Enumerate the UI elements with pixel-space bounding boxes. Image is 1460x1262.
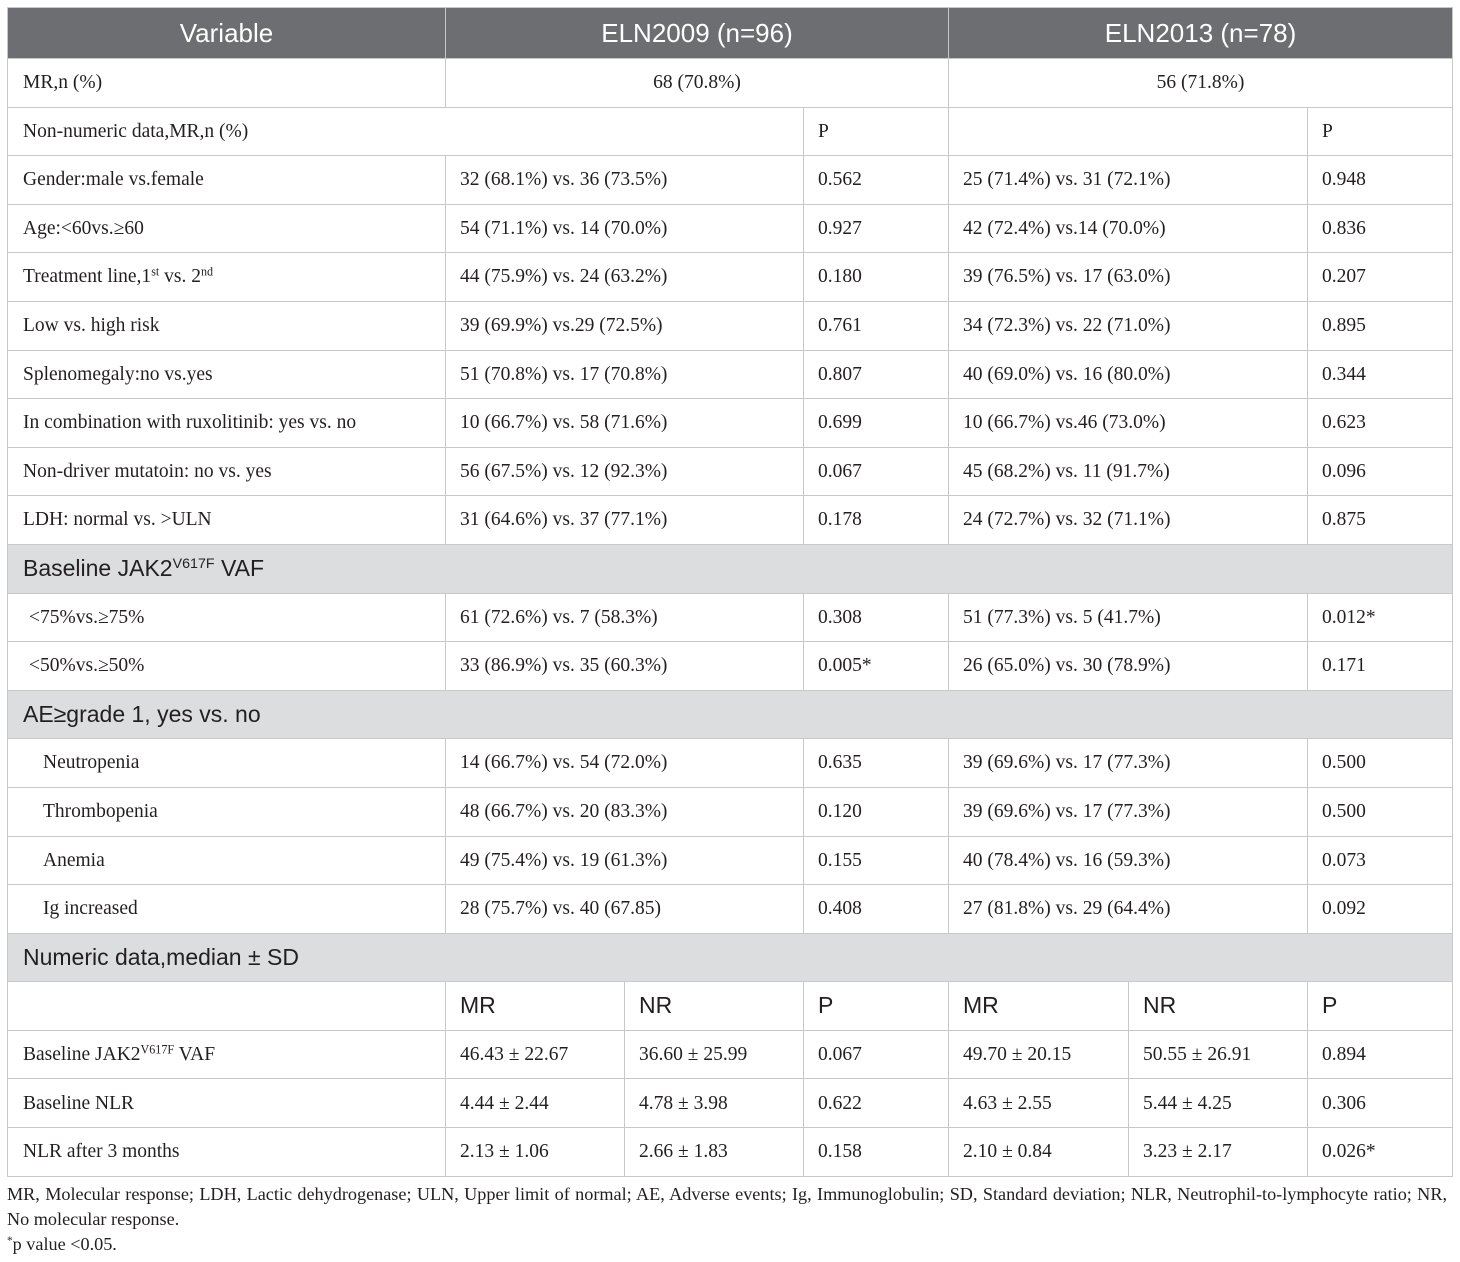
section-header-row	[8, 933, 1453, 982]
nr-eln2009-value: 36.60 ± 25.99	[625, 1030, 804, 1079]
eln2009-value: 48 (66.7%) vs. 20 (83.3%)	[446, 787, 804, 836]
table-row	[8, 787, 1453, 836]
eln2013-p-value: 0.073	[1308, 836, 1453, 885]
section-header-row	[8, 690, 1453, 739]
row-label: Age:<60vs.≥60	[8, 204, 446, 253]
mr-eln2013-value: 49.70 ± 20.15	[949, 1030, 1129, 1079]
eln2013-value: 24 (72.7%) vs. 32 (71.1%)	[949, 496, 1308, 545]
section-title-text: VAF	[214, 555, 265, 582]
eln2013-p-value: 0.623	[1308, 399, 1453, 448]
table-row	[8, 642, 1453, 691]
table-row	[8, 399, 1453, 448]
eln2009-p-value: 0.158	[804, 1128, 949, 1177]
table-row	[8, 593, 1453, 642]
row-label: In combination with ruxolitinib: yes vs. no	[8, 399, 446, 448]
row-label	[8, 1030, 446, 1079]
row-label: Baseline NLR	[8, 1079, 446, 1128]
row-label: Ig increased	[8, 885, 446, 934]
eln2009-p-value: 0.927	[804, 204, 949, 253]
eln2009-p-value: 0.807	[804, 350, 949, 399]
eln2013-p-value: 0.306	[1308, 1079, 1453, 1128]
row-label: <50%vs.≥50%	[8, 642, 446, 691]
eln2009-mr-value: 68 (70.8%)	[446, 59, 949, 108]
label-superscript: V617F	[140, 1042, 175, 1057]
nr-eln2013-value: 5.44 ± 4.25	[1129, 1079, 1308, 1128]
label-text: vs. 2	[159, 266, 201, 288]
row-label: Non-numeric data,MR,n (%)	[8, 107, 804, 156]
eln2009-p-value: 0.067	[804, 1030, 949, 1079]
table-row	[8, 301, 1453, 350]
significance-marker: *	[7, 1234, 13, 1247]
table-row	[8, 885, 1453, 934]
eln2013-p-value: 0.012*	[1308, 593, 1453, 642]
row-label: LDH: normal vs. >ULN	[8, 496, 446, 545]
table-header-row	[8, 8, 1453, 59]
eln2009-p-value: 0.562	[804, 156, 949, 205]
section-title-adverse-events: AE≥grade 1, yes vs. no	[8, 690, 1453, 739]
section-header-row	[8, 544, 1453, 593]
mr-row	[8, 59, 1453, 108]
mr-eln2009-value: 4.44 ± 2.44	[446, 1079, 625, 1128]
row-label: <75%vs.≥75%	[8, 593, 446, 642]
section-title-text: Baseline JAK2	[23, 555, 173, 582]
eln2009-p-value: 0.155	[804, 836, 949, 885]
label-superscript: nd	[200, 264, 214, 279]
eln2009-p-value: 0.005*	[804, 642, 949, 691]
eln2013-p-value: 0.875	[1308, 496, 1453, 545]
eln2009-p-value: 0.178	[804, 496, 949, 545]
eln2009-value: 28 (75.7%) vs. 40 (67.85)	[446, 885, 804, 934]
significance-footnote	[7, 1232, 1447, 1257]
eln2013-p-value: 0.344	[1308, 350, 1453, 399]
eln2013-value: 39 (69.6%) vs. 17 (77.3%)	[949, 787, 1308, 836]
mr-eln2009-value: 2.13 ± 1.06	[446, 1128, 625, 1177]
column-header-nr-eln2009: NR	[625, 982, 804, 1031]
eln2013-value: 40 (69.0%) vs. 16 (80.0%)	[949, 350, 1308, 399]
table-row	[8, 350, 1453, 399]
column-header-p-eln2013: P	[1308, 982, 1453, 1031]
eln2013-p-value: 0.092	[1308, 885, 1453, 934]
results-table	[7, 7, 1453, 1177]
eln2009-value: 54 (71.1%) vs. 14 (70.0%)	[446, 204, 804, 253]
table-row	[8, 1079, 1453, 1128]
section-title-numeric-data: Numeric data,median ± SD	[8, 933, 1453, 982]
table-row	[8, 496, 1453, 545]
header-eln2013: ELN2013 (n=78)	[949, 8, 1453, 59]
eln2013-value: 27 (81.8%) vs. 29 (64.4%)	[949, 885, 1308, 934]
eln2009-value: 10 (66.7%) vs. 58 (71.6%)	[446, 399, 804, 448]
eln2009-p-value: 0.622	[804, 1079, 949, 1128]
eln2013-p-value: 0.948	[1308, 156, 1453, 205]
table-row	[8, 739, 1453, 788]
eln2009-p-value: 0.635	[804, 739, 949, 788]
eln2009-value: 49 (75.4%) vs. 19 (61.3%)	[446, 836, 804, 885]
row-label: Anemia	[8, 836, 446, 885]
eln2013-p-value: 0.895	[1308, 301, 1453, 350]
eln2013-p-value: 0.026*	[1308, 1128, 1453, 1177]
eln2009-value: 32 (68.1%) vs. 36 (73.5%)	[446, 156, 804, 205]
row-label: NLR after 3 months	[8, 1128, 446, 1177]
eln2013-value: 51 (77.3%) vs. 5 (41.7%)	[949, 593, 1308, 642]
non-numeric-header-row	[8, 107, 1453, 156]
row-label: Neutropenia	[8, 739, 446, 788]
column-header-mr-eln2009: MR	[446, 982, 625, 1031]
eln2013-value: 45 (68.2%) vs. 11 (91.7%)	[949, 447, 1308, 496]
eln2013-mr-value: 56 (71.8%)	[949, 59, 1453, 108]
eln2009-p-value: 0.699	[804, 399, 949, 448]
section-title-superscript: V617F	[172, 556, 215, 573]
eln2013-value: 39 (76.5%) vs. 17 (63.0%)	[949, 253, 1308, 302]
mr-eln2013-value: 4.63 ± 2.55	[949, 1079, 1129, 1128]
eln2009-p-value: 0.120	[804, 787, 949, 836]
mr-eln2013-value: 2.10 ± 0.84	[949, 1128, 1129, 1177]
eln2013-p-header: P	[1308, 107, 1453, 156]
eln2009-p-value: 0.408	[804, 885, 949, 934]
eln2009-p-value: 0.067	[804, 447, 949, 496]
eln2013-p-value: 0.836	[1308, 204, 1453, 253]
eln2009-value: 31 (64.6%) vs. 37 (77.1%)	[446, 496, 804, 545]
eln2009-value: 61 (72.6%) vs. 7 (58.3%)	[446, 593, 804, 642]
label-superscript: st	[151, 264, 160, 279]
table-footnotes	[7, 1182, 1447, 1257]
row-label	[8, 253, 446, 302]
eln2013-value: 10 (66.7%) vs.46 (73.0%)	[949, 399, 1308, 448]
eln2009-value: 39 (69.9%) vs.29 (72.5%)	[446, 301, 804, 350]
nr-eln2009-value: 4.78 ± 3.98	[625, 1079, 804, 1128]
table-row	[8, 156, 1453, 205]
header-eln2009: ELN2009 (n=96)	[446, 8, 949, 59]
empty-cell	[8, 982, 446, 1031]
significance-text: p value <0.05.	[12, 1234, 117, 1254]
eln2013-p-value: 0.894	[1308, 1030, 1453, 1079]
nr-eln2009-value: 2.66 ± 1.83	[625, 1128, 804, 1177]
eln2013-value: 34 (72.3%) vs. 22 (71.0%)	[949, 301, 1308, 350]
eln2009-value: 56 (67.5%) vs. 12 (92.3%)	[446, 447, 804, 496]
table-row	[8, 204, 1453, 253]
row-label: Gender:male vs.female	[8, 156, 446, 205]
label-text: Baseline JAK2	[23, 1043, 141, 1065]
nr-eln2013-value: 50.55 ± 26.91	[1129, 1030, 1308, 1079]
row-label: Low vs. high risk	[8, 301, 446, 350]
eln2013-value: 39 (69.6%) vs. 17 (77.3%)	[949, 739, 1308, 788]
table-row	[8, 836, 1453, 885]
label-text: Treatment line,1	[23, 266, 152, 288]
eln2009-value: 44 (75.9%) vs. 24 (63.2%)	[446, 253, 804, 302]
numeric-column-header-row	[8, 982, 1453, 1031]
row-label: Splenomegaly:no vs.yes	[8, 350, 446, 399]
eln2009-p-value: 0.308	[804, 593, 949, 642]
table-row	[8, 1128, 1453, 1177]
nr-eln2013-value: 3.23 ± 2.17	[1129, 1128, 1308, 1177]
eln2013-value: 40 (78.4%) vs. 16 (59.3%)	[949, 836, 1308, 885]
eln2013-value: 26 (65.0%) vs. 30 (78.9%)	[949, 642, 1308, 691]
eln2013-p-value: 0.500	[1308, 739, 1453, 788]
eln2013-p-value: 0.500	[1308, 787, 1453, 836]
eln2009-value: 33 (86.9%) vs. 35 (60.3%)	[446, 642, 804, 691]
eln2013-p-value: 0.207	[1308, 253, 1453, 302]
table-row	[8, 253, 1453, 302]
eln2013-p-value: 0.096	[1308, 447, 1453, 496]
abbreviations-footnote: MR, Molecular response; LDH, Lactic dehydrogenase; ULN, Upper limit of normal; AE, Adverse events; Ig, Immunoglobulin; SD, Standard deviation; NLR, Neutrophil-to-lymphocyte ratio; NR, No molecular response.	[7, 1184, 1447, 1229]
label-text: VAF	[174, 1043, 216, 1065]
eln2009-p-header: P	[804, 107, 949, 156]
eln2009-p-value: 0.761	[804, 301, 949, 350]
column-header-nr-eln2013: NR	[1129, 982, 1308, 1031]
column-header-mr-eln2013: MR	[949, 982, 1129, 1031]
eln2013-value: 25 (71.4%) vs. 31 (72.1%)	[949, 156, 1308, 205]
mr-eln2009-value: 46.43 ± 22.67	[446, 1030, 625, 1079]
row-label: Thrombopenia	[8, 787, 446, 836]
table-row	[8, 447, 1453, 496]
row-label: MR,n (%)	[8, 59, 446, 108]
eln2013-value: 42 (72.4%) vs.14 (70.0%)	[949, 204, 1308, 253]
eln2009-value: 14 (66.7%) vs. 54 (72.0%)	[446, 739, 804, 788]
header-variable: Variable	[8, 8, 446, 59]
empty-cell	[949, 107, 1308, 156]
section-title-baseline-jak2-vaf	[8, 544, 1453, 593]
column-header-p-eln2009: P	[804, 982, 949, 1031]
eln2009-value: 51 (70.8%) vs. 17 (70.8%)	[446, 350, 804, 399]
table-row	[8, 1030, 1453, 1079]
eln2013-p-value: 0.171	[1308, 642, 1453, 691]
row-label: Non-driver mutatoin: no vs. yes	[8, 447, 446, 496]
eln2009-p-value: 0.180	[804, 253, 949, 302]
